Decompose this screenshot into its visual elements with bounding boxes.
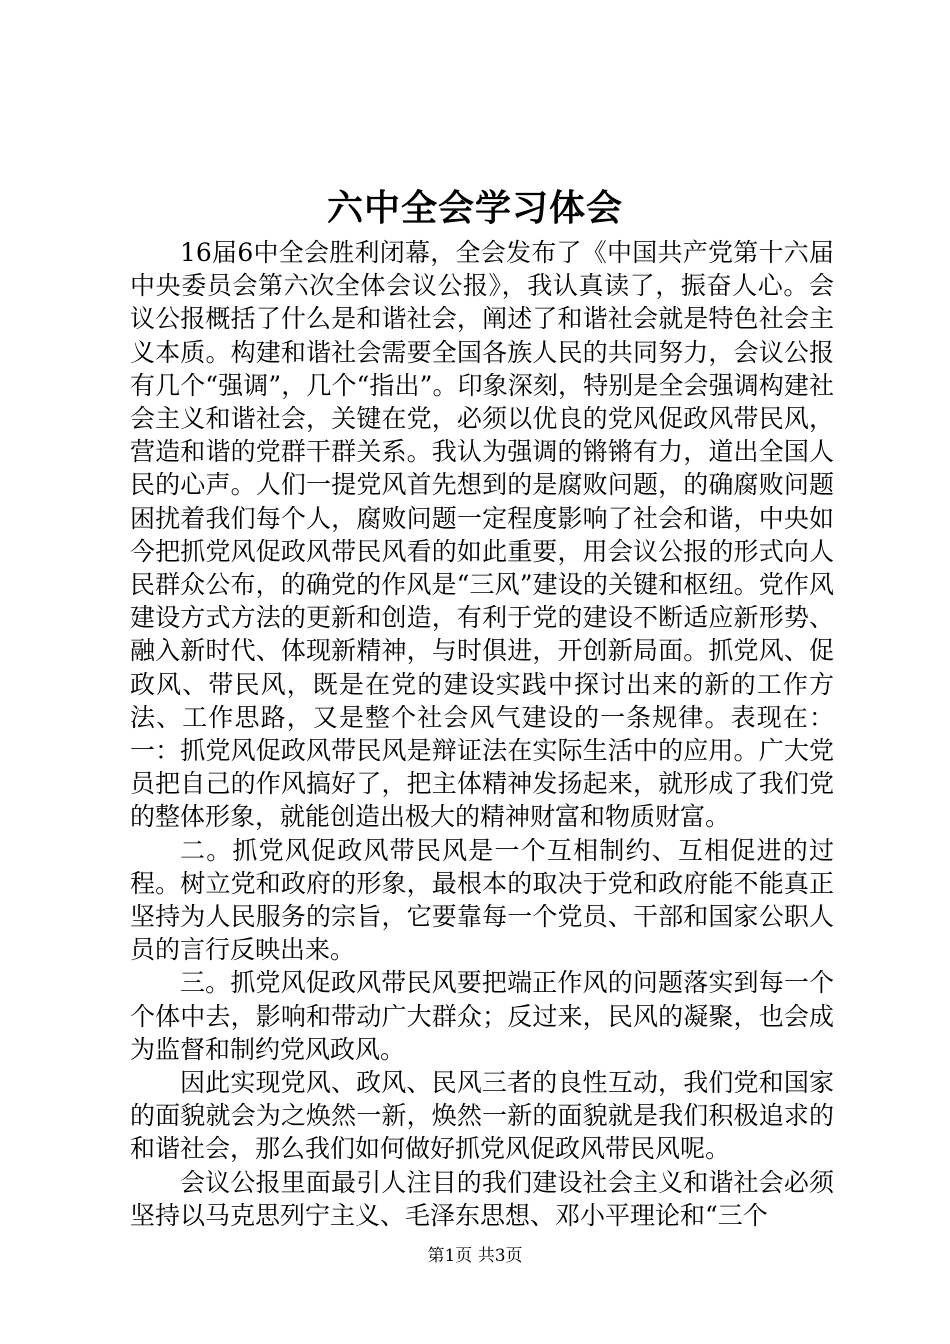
paragraph-5: 会议公报里面最引人注目的我们建设社会主义和谐社会必须坚持以马克思列宁主义、毛泽东思想、邓小平理论和“三个 [130,1167,834,1230]
paragraph-1: 16届6中全会胜利闭幕，全会发布了《中国共产党第十六届中央委员会第六次全体会议公报》，我认真读了，振奋人心。会议公报概括了什么是和谐社会，阐述了和谐社会就是特色社会主义本质。构建和谐社会需要全国各族人民的共同努力，会议公报有几个“强调”，几个“指出”。印象深刻，特别是全会强调构建社会主义和谐社会，关键在党，必须以优良的党风促政风带民风，营造和谐的党群干群关系。我认为强调的锵锵有力，道出全国人民的心声。人们一提党风首先想到的是腐败问题，的确腐败问题困扰着我们每个人，腐败问题一定程度影响了社会和谐，中央如今把抓党风促政风带民风看的如此重要，用会议公报的形式向人民群众公布，的确党的作风是“三风”建设的关键和枢纽。党作风建设方式方法的更新和创造，有利于党的建设不断适应新形势、融入新时代、体现新精神，与时俱进，开创新局面。抓党风、促政风、带民风，既是在党的建设实践中探讨出来的新的工作方法、工作思路，又是整个社会风气建设的一条规律。表现在：一：抓党风促政风带民风是辩证法在实际生活中的应用。广大党员把自己的作风搞好了，把主体精神发扬起来，就形成了我们党的整体形象，就能创造出极大的精神财富和物质财富。 [130,238,834,832]
page-title: 六中全会学习体会 [326,187,623,229]
paragraph-2: 二。抓党风促政风带民风是一个互相制约、互相促进的过程。树立党和政府的形象，最根本的取决于党和政府能不能真正坚持为人民服务的宗旨，它要靠每一个党员、干部和国家公职人员的言行反映出来。 [130,835,834,965]
page-footer: 第1页 共3页 [427,1246,523,1266]
paragraph-3: 三。抓党风促政风带民风要把端正作风的问题落实到每一个个体中去，影响和带动广大群众；反过来，民风的凝聚，也会成为监督和制约党风政风。 [130,968,834,1064]
paragraph-4: 因此实现党风、政风、民风三者的良性互动，我们党和国家的面貌就会为之焕然一新，焕然一新的面貌就是我们积极追求的和谐社会，那么我们如何做好抓党风促政风带民风呢。 [130,1068,834,1164]
document-body [130,236,834,1232]
